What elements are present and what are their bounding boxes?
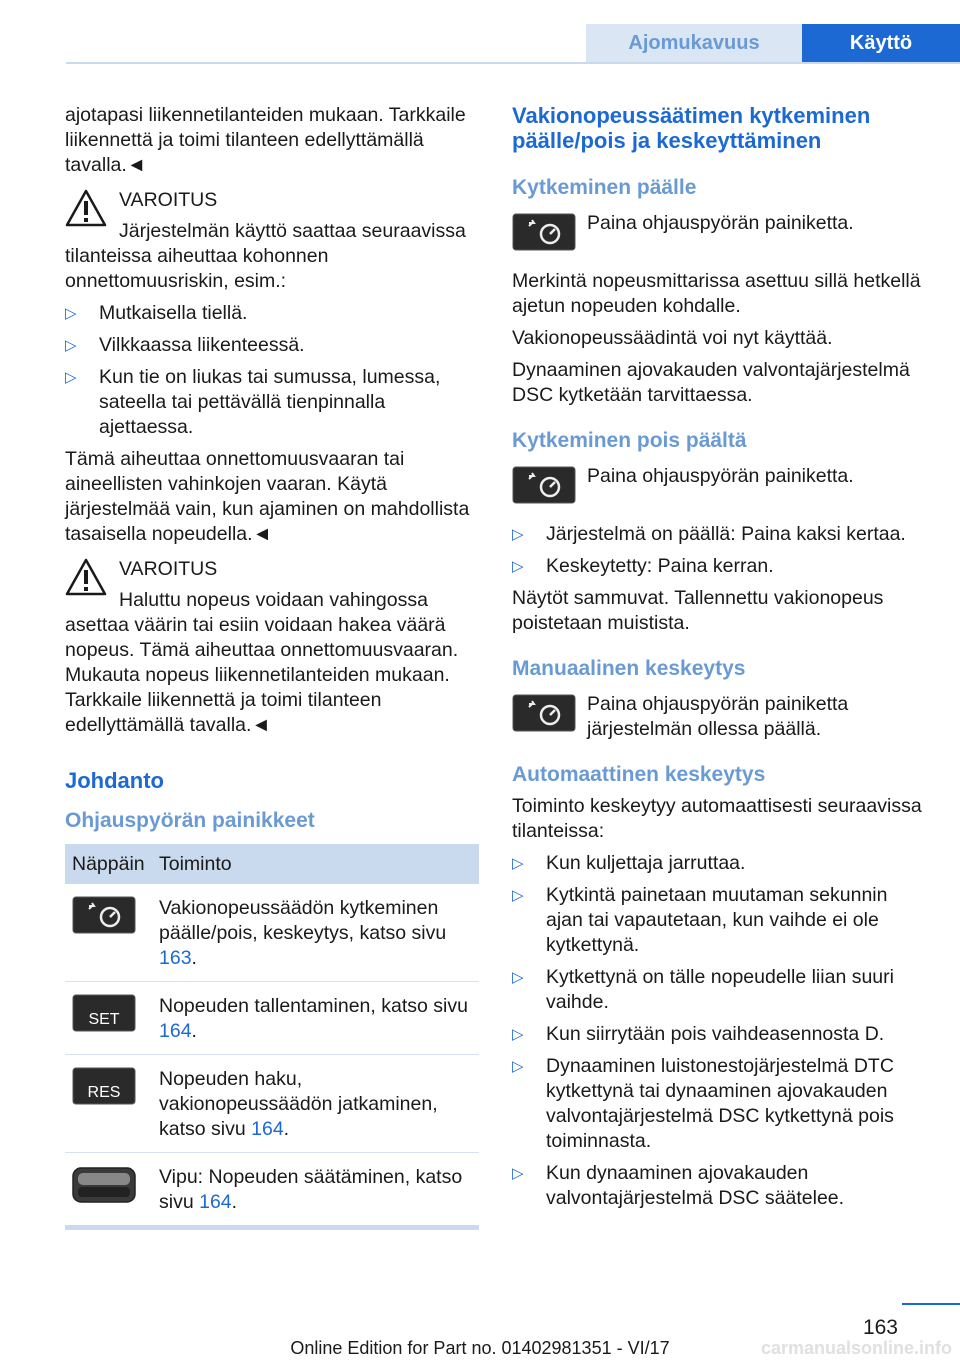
page-number-rule — [902, 1303, 960, 1305]
heading-manual-interrupt: Manuaalinen keskeytys — [512, 657, 746, 680]
table-row — [65, 1055, 479, 1153]
key-cell — [65, 1153, 152, 1228]
right-column — [512, 103, 922, 1218]
bullet-list — [512, 851, 922, 1211]
warning-title: VAROITUS — [119, 558, 218, 580]
paragraph: Dynaaminen ajovakauden valvontajärjestelmä DSC kytketään tarvittaessa. — [512, 359, 910, 406]
list-item: ▷ Dynaaminen luistonestojärjestelmä DTC kytkettynä tai dynaaminen ajovakauden valvontajärjestelmä DSC kytkettynä pois toiminnasta. — [512, 1054, 922, 1154]
warning-text: Järjestelmän käyttö saattaa seuraavissa tilanteissa aiheuttaa kohonnen onnettomuusriskin, esim.: — [65, 220, 466, 292]
page-link[interactable]: 164 — [199, 1191, 232, 1213]
warning-title: VAROITUS — [119, 189, 218, 211]
active-chapter-tab[interactable]: Käyttö — [802, 24, 960, 62]
list-item: ▷ Kytkintä painetaan muutaman sekunnin ajan tai vapautetaan, kun vaihde ei ole kytkettynä. — [512, 883, 922, 958]
warning-triangle-icon — [65, 188, 107, 228]
column-header-function: Toiminto — [152, 844, 479, 884]
cruise-control-button-icon — [72, 896, 136, 934]
bullet-list — [512, 522, 922, 579]
button-instruction — [512, 692, 922, 742]
function-cell: Nopeuden haku, vakionopeussäädön jatkaminen, katso sivu 164. — [152, 1055, 479, 1153]
watermark: carmanualsonline.info — [760, 1338, 952, 1358]
cruise-control-button-icon — [512, 466, 576, 504]
section-tab[interactable]: Ajomukavuus — [586, 24, 802, 62]
key-cell — [65, 884, 152, 982]
list-item: ▷ Kun kuljettaja jarruttaa. — [512, 851, 922, 876]
speed-lever-icon — [72, 1165, 136, 1205]
list-item: ▷ Kytkettynä on tälle nopeudelle liian suuri vaihde. — [512, 965, 922, 1015]
table-row — [65, 1153, 479, 1228]
warning-block — [65, 557, 479, 738]
list-item: ▷ Keskeytetty: Paina kerran. — [512, 554, 922, 579]
table-row — [65, 884, 479, 982]
heading-intro: Johdanto — [65, 768, 164, 793]
heading-auto-interrupt: Automaattinen keskeytys — [512, 763, 766, 786]
instruction-text: Paina ohjauspyörän painiketta järjestelmän ollessa päällä. — [587, 693, 849, 740]
warning-text: Haluttu nopeus voidaan vahingossa asettaa väärin tai esiin voidaan hakea väärä nopeus. Tämä aiheuttaa onnettomuusvaaran. Mukauta nopeus liikennetilanteiden mukaan. Tarkkaile liikennettä ja toimi tilanteen edellyttämällä tavalla.◄ — [65, 589, 459, 736]
left-column — [65, 103, 479, 1230]
heading-switch-on: Kytkeminen päälle — [512, 176, 697, 199]
paragraph: Näytöt sammuvat. Tallennettu vakionopeus poistetaan muistista. — [512, 587, 884, 634]
heading-steering-buttons: Ohjauspyörän painikkeet — [65, 809, 315, 832]
footer-edition: Online Edition for Part no. 01402981351 - VI/17 — [290, 1338, 670, 1358]
cruise-control-button-icon — [512, 694, 576, 732]
button-instruction — [512, 464, 922, 508]
paragraph: Toiminto keskeytyy automaattisesti seuraavissa tilanteissa: — [512, 795, 922, 842]
paragraph: Tämä aiheuttaa onnettomuusvaaran tai aineellisten vahinkojen vaaran. Käytä järjestelmää vain, kun ajaminen on mahdollista tasaisella nopeudella.◄ — [65, 448, 470, 545]
list-item: ▷ Mutkaisella tiellä. — [65, 301, 479, 326]
function-cell: Vakionopeussäädön kytkeminen päälle/pois, keskeytys, katso sivu 163. — [152, 884, 479, 982]
table-header-row — [65, 844, 479, 884]
list-item: ▷ Järjestelmä on päällä: Paina kaksi kertaa. — [512, 522, 922, 547]
page-link[interactable]: 164 — [159, 1020, 192, 1042]
function-cell: Vipu: Nopeuden säätäminen, katso sivu 164. — [152, 1153, 479, 1228]
function-cell: Nopeuden tallentaminen, katso sivu 164. — [152, 982, 479, 1055]
table-row — [65, 982, 479, 1055]
paragraph: Vakionopeussäädintä voi nyt käyttää. — [512, 327, 833, 349]
list-item: ▷ Vilkkaassa liikenteessä. — [65, 333, 479, 358]
warning-block — [65, 188, 479, 294]
key-cell — [65, 982, 152, 1055]
bullet-list — [65, 301, 479, 440]
button-instruction — [512, 211, 922, 255]
heading-switch-off: Kytkeminen pois päältä — [512, 429, 747, 452]
list-item: ▷ Kun siirrytään pois vaihdeasennosta D. — [512, 1022, 922, 1047]
list-item: ▷ Kun dynaaminen ajovakauden valvontajärjestelmä DSC säätelee. — [512, 1161, 922, 1211]
buttons-table — [65, 844, 479, 1230]
cruise-control-button-icon — [512, 213, 576, 251]
key-cell — [65, 1055, 152, 1153]
instruction-text: Paina ohjauspyörän painiketta. — [587, 212, 854, 234]
column-header-key: Näppäin — [65, 844, 152, 884]
page-header — [66, 24, 960, 64]
instruction-text: Paina ohjauspyörän painiketta. — [587, 465, 854, 487]
warning-triangle-icon — [65, 557, 107, 597]
list-item: ▷ Kun tie on liukas tai sumussa, lumessa, sateella tai pettävällä tienpinnalla ajettaessa. — [65, 365, 479, 440]
paragraph: Merkintä nopeusmittarissa asettuu sillä hetkellä ajetun nopeuden kohdalle. — [512, 270, 921, 317]
page-link[interactable]: 164 — [251, 1118, 284, 1140]
heading-cruise-control: Vakionopeussäätimen kytkeminen päälle/pois ja keskeyttäminen — [512, 103, 871, 153]
page-link[interactable]: 163 — [159, 947, 192, 969]
paragraph: ajotapasi liikennetilanteiden mukaan. Tarkkaile liikennettä ja toimi tilanteen edellyttämällä tavalla.◄ — [65, 104, 466, 176]
page-number: 163 — [862, 1316, 898, 1339]
